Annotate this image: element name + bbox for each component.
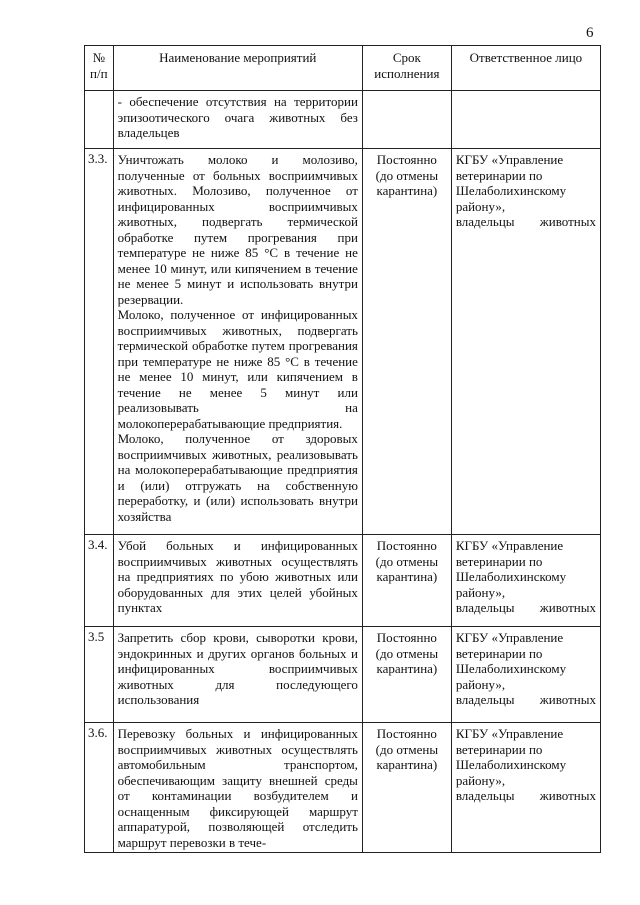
- responsible-owner-word: животных: [539, 600, 596, 615]
- header-num: № п/п: [85, 46, 114, 91]
- cell-term: Постоянно (до отмены карантина): [362, 149, 451, 535]
- responsible-org: КГБУ «Управление ветеринарии по Шелаболихинскому району»,: [455, 726, 567, 788]
- cell-term: Постоянно (до отмены карантина): [362, 627, 451, 723]
- responsible-owner-word: животных: [539, 214, 596, 229]
- responsible-owners: [456, 600, 596, 616]
- responsible-owner-word: животных: [539, 788, 596, 803]
- responsible-org: КГБУ «Управление ветеринарии по Шелаболихинскому району»,: [455, 630, 567, 692]
- responsible-org: КГБУ «Управление ветеринарии по Шелаболихинскому району»,: [455, 152, 567, 214]
- responsible-owner-word: владельцы: [455, 214, 515, 229]
- cell-paragraph: Уничтожать молоко и молозиво, полученные от больных восприимчивых животных. Молозиво, полученное от инфицированных восприимчивых животных, подвергать термической обработке путем прогревания при температуре не ниже 85 °С в течение не менее 10 минут, или кипячением в течение не менее 5 минут и использовать внутри резервации.: [117, 152, 358, 307]
- cell-name: [113, 627, 362, 723]
- table-row-continuation: [85, 91, 601, 149]
- cell-paragraph: Молоко, полученное от инфицированных восприимчивых животных, подвергать термической обработке путем прогревания при температуре не ниже 85 °С в течение не менее 10 минут, или кипячением в течение не менее 5 минут или реализовывать на молокоперерабатывающие предприятия.: [117, 307, 358, 431]
- responsible-owners: [456, 692, 596, 708]
- cell-term: Постоянно (до отмены карантина): [362, 723, 451, 853]
- cell-num: 3.5: [85, 627, 114, 723]
- cell-name: [113, 723, 362, 853]
- responsible-owner-word: владельцы: [455, 600, 515, 615]
- table-row: [85, 535, 601, 627]
- cell-term: [362, 91, 451, 149]
- cell-num: [85, 91, 114, 149]
- table-header-row: [85, 46, 601, 91]
- cell-term: Постоянно (до отмены карантина): [362, 535, 451, 627]
- page-number: 6: [586, 25, 594, 41]
- cell-paragraph: - обеспечение отсутствия на территории эпизоотического очага животных без владельцев: [117, 94, 358, 140]
- cell-num: 3.6.: [85, 723, 114, 853]
- cell-name: [113, 535, 362, 627]
- cell-responsible: [451, 627, 600, 723]
- responsible-owner-word: владельцы: [455, 692, 515, 707]
- cell-responsible: [451, 91, 600, 149]
- cell-num: 3.4.: [85, 535, 114, 627]
- header-term: Срок исполнения: [362, 46, 451, 91]
- cell-responsible: [451, 535, 600, 627]
- table-row: [85, 723, 601, 853]
- responsible-owners: [456, 788, 596, 804]
- cell-responsible: [451, 723, 600, 853]
- cell-num: 3.3.: [85, 149, 114, 535]
- cell-paragraph: Перевозку больных и инфицированных восприимчивых животных осуществлять автомобильным транспортом, обеспечивающим защиту внешней среды от контаминации возбудителем и оснащенным фиксирующей маршрут аппаратурой, позволяющей отследить маршрут перевозки в тече-: [117, 726, 358, 850]
- table-row: [85, 149, 601, 535]
- responsible-org: КГБУ «Управление ветеринарии по Шелаболихинскому району»,: [455, 538, 567, 600]
- cell-name: [113, 91, 362, 149]
- header-name: Наименование мероприятий: [113, 46, 362, 91]
- measures-table: [84, 45, 601, 853]
- cell-paragraph: Запретить сбор крови, сыворотки крови, эндокринных и других органов больных и инфицированных восприимчивых животных для последующего использования: [117, 630, 358, 707]
- responsible-owners: [456, 214, 596, 230]
- cell-paragraph: Убой больных и инфицированных восприимчивых животных осуществлять на предприятиях по убою животных или оборудованных для этих целей убойных пунктах: [117, 538, 358, 615]
- cell-name: [113, 149, 362, 535]
- header-responsible: Ответственное лицо: [451, 46, 600, 91]
- cell-paragraph: Молоко, полученное от здоровых восприимчивых животных, реализовывать на молокоперерабатывающие предприятия и (или) отгружать на собственную переработку, и (или) использовать внутри хозяйства: [117, 431, 358, 524]
- table-row: [85, 627, 601, 723]
- responsible-owner-word: животных: [539, 692, 596, 707]
- responsible-owner-word: владельцы: [455, 788, 515, 803]
- cell-responsible: [451, 149, 600, 535]
